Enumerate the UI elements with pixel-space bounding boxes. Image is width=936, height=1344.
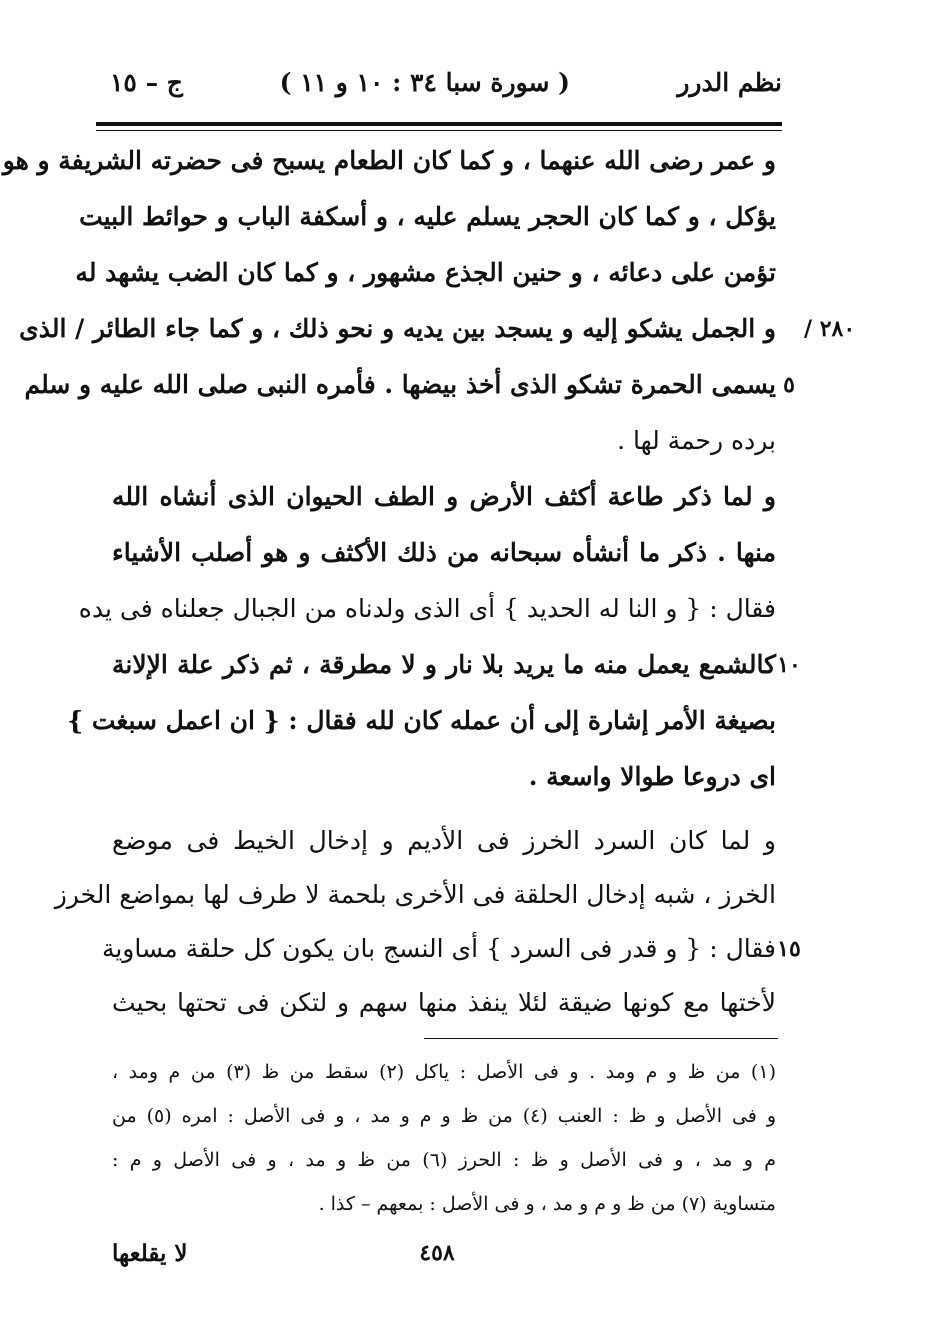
body-line-12: اى دروعا طوالا واسعة . — [528, 762, 776, 791]
page-number: ٤٥٨ — [419, 1240, 455, 1266]
header-rule-thick — [96, 122, 782, 126]
footnote-line-4: متساوية (٧) من ظ و م و مد ، و فى الأصل : بمعهم – كذا . — [318, 1193, 776, 1215]
line-number-10: ١٠ — [777, 652, 801, 678]
body-line-1: و عمر رضى الله عنهما ، و كما كان الطعام يسبح فى حضرته الشريفة و هو — [2, 146, 776, 175]
line-number-15: ١٥ — [777, 936, 801, 962]
body-line-10: كالشمع يعمل منه ما يريد بلا نار و لا مطرقة ، ثم ذكر علة الإلانة — [112, 650, 776, 679]
footnote-line-2: و فى الأصل و ظ : العنب (٤) من ظ و م و مد ، و فى الأصل : امره (٥) من — [112, 1105, 776, 1127]
header-surah-reference: ( سورة سبا ٣٤ : ١٠ و ١١ ) — [279, 68, 570, 97]
body-line-2: يؤكل ، و كما كان الحجر يسلم عليه ، و أسكفة الباب و حوائط البيت — [79, 202, 776, 231]
body-line-5: يسمى الحمرة تشكو الذى أخذ بيضها . فأمره النبى صلى الله عليه و سلم — [24, 370, 776, 399]
line-number-5: ٥ — [783, 372, 795, 398]
body-line-13: و لما كان السرد الخرز فى الأديم و إدخال الخيط فى موضع — [112, 826, 776, 855]
body-line-11: بصيغة الأمر إشارة إلى أن عمله كان لله فقال : { ان اعمل سبغت } — [67, 706, 776, 735]
manuscript-folio-mark: ٢٨٠ / — [804, 316, 856, 342]
body-line-6: برده رحمة لها . — [617, 426, 776, 455]
running-header — [110, 68, 782, 110]
footnote-line-3: م و مد ، و فى الأصل و ظ : الحرز (٦) من ظ و مد ، و فى الأصل و م : — [112, 1149, 776, 1171]
footnote-rule — [424, 1038, 778, 1039]
body-line-14: الخرز ، شبه إدخال الحلقة فى الأخرى بلحمة لا طرف لها بمواضع الخرز — [54, 880, 776, 909]
body-line-8: منها . ذكر ما أنشأه سبحانه من ذلك الأكثف و هو أصلب الأشياء — [112, 538, 776, 567]
body-line-9: فقال : { و النا له الحديد } أى الذى ولدناه من الجبال جعلناه فى يده — [78, 594, 776, 623]
header-volume: ج – ١٥ — [110, 68, 183, 97]
body-line-4: و الجمل يشكو إليه و يسجد بين يديه و نحو ذلك ، و كما جاء الطائر / الذى — [19, 314, 776, 343]
header-book-title: نظم الدرر — [677, 68, 782, 97]
body-line-7: و لما ذكر طاعة أكثف الأرض و الطف الحيوان الذى أنشاه الله — [112, 482, 776, 511]
body-line-3: تؤمن على دعائه ، و حنين الجذع مشهور ، و كما كان الضب يشهد له — [75, 258, 776, 287]
catchword: لا يقلعها — [112, 1240, 188, 1267]
body-line-15: فقال : { و قدر فى السرد } أى النسج بان يكون كل حلقة مساوية — [101, 934, 776, 963]
body-line-16: لأختها مع كونها ضيقة لئلا ينفذ منها سهم و لتكن فى تحتها بحيث — [112, 988, 776, 1017]
header-rule-thin — [96, 130, 782, 131]
footnote-line-1: (١) من ظ و م ومد . و فى الأصل : ياكل (٢) سقط من ظ (٣) من م ومد ، — [112, 1061, 776, 1083]
